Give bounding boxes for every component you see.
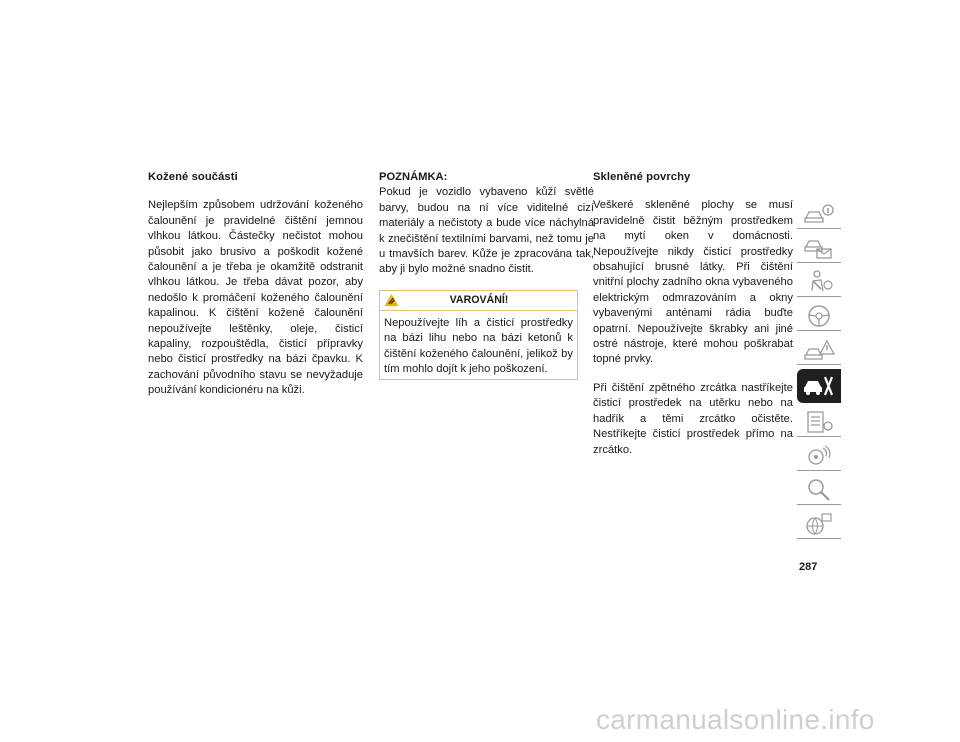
tab-seatbelt[interactable] <box>797 267 841 297</box>
tab-specifications[interactable] <box>797 407 841 437</box>
warning-text: Nepoužívejte líh a čisticí prostředky na bázi lihu nebo na bázi ketonů k čištění koženého čalounění, jelikož by tím mohlo dojít k jeho poškození. <box>384 316 573 376</box>
seatbelt-icon <box>803 269 835 295</box>
warning-box <box>379 290 578 381</box>
right-column <box>593 170 793 458</box>
tab-languages[interactable] <box>797 509 841 539</box>
car-warning-icon <box>803 337 835 363</box>
glass-paragraph-1: Veškeré skleněné plochy se musí pravidelně čistit běžným prostředkem na mytí oken v domácnosti. Nepoužívejte nikdy čisticí prostředky obsahující brusné látky. Při čištění vnitřní plochy zadního okna vybaveného elektrickým odmrazováním a okny vybavenými anténami rádia buďte opatrní. Nepoužívejte škrabky ani jiné ostré nástroje, které mohou poškrabat topné prvky. <box>593 199 793 366</box>
middle-column <box>379 170 594 380</box>
car-info-icon <box>803 201 835 227</box>
steering-wheel-icon <box>803 303 835 329</box>
tab-car-mail[interactable] <box>797 233 841 263</box>
chapter-tab-bar <box>797 199 841 543</box>
tab-steering-wheel[interactable] <box>797 301 841 331</box>
glass-paragraph-2: Při čištění zpětného zrcátka nastříkejte čisticí prostředek na utěrku nebo na hadřík a těmi zrcátko očistěte. Nestříkejte čisticí prostředek přímo na zrcátko. <box>593 381 793 456</box>
car-service-tools-icon <box>803 373 835 399</box>
warning-title: VAROVÁNÍ! <box>449 293 509 306</box>
car-mail-icon <box>803 235 835 261</box>
section-heading-leather: Kožené součásti <box>148 171 238 183</box>
watermark: carmanualsonline.info <box>596 704 875 735</box>
warning-header <box>380 291 577 311</box>
left-column <box>148 170 363 399</box>
leather-paragraph: Nejlepším způsobem udržování koženého čalounění je pravidelné čištění jemnou vlhkou látkou. Částečky nečistot mohou působit jako brusivo a poškodit kožené čalounění a je třeba je okamžitě odstranit vlhkou látkou. Je třeba dávat pozor, aby nedošlo k promáčení koženého čalounění kapalinou. K čištění kožené čalounění nepoužívejte leštěnky, oleje, čisticí kapaliny, rozpouštědla, čisticí přípravky nebo čisticí prostředky na bázi čpavku. K zachování původního stavu se nevyžaduje používání kondicionéru na kůži. <box>148 199 363 397</box>
tab-car-info[interactable] <box>797 199 841 229</box>
languages-icon <box>803 511 835 537</box>
note-text: Pokud je vozidlo vybaveno kůží světlé barvy, budou na ní více viditelné cizí materiály a nečistoty a bude více náchylná k znečištění textilními barvami, než tomu je u tmavších barev. Kůže je zpracována tak, aby ji bylo možné snadno čistit. <box>379 186 594 276</box>
multimedia-icon <box>803 443 835 469</box>
specifications-list-icon <box>803 409 835 435</box>
section-heading-glass: Skleněné povrchy <box>593 171 691 183</box>
warning-triangle-icon <box>384 293 399 307</box>
note-label: POZNÁMKA: <box>379 171 448 183</box>
tab-car-warning[interactable] <box>797 335 841 365</box>
tab-car-service-active[interactable] <box>797 369 841 403</box>
page-number: 287 <box>799 561 818 573</box>
tab-multimedia[interactable] <box>797 441 841 471</box>
tab-search-index[interactable] <box>797 475 841 505</box>
search-index-icon <box>803 477 835 503</box>
